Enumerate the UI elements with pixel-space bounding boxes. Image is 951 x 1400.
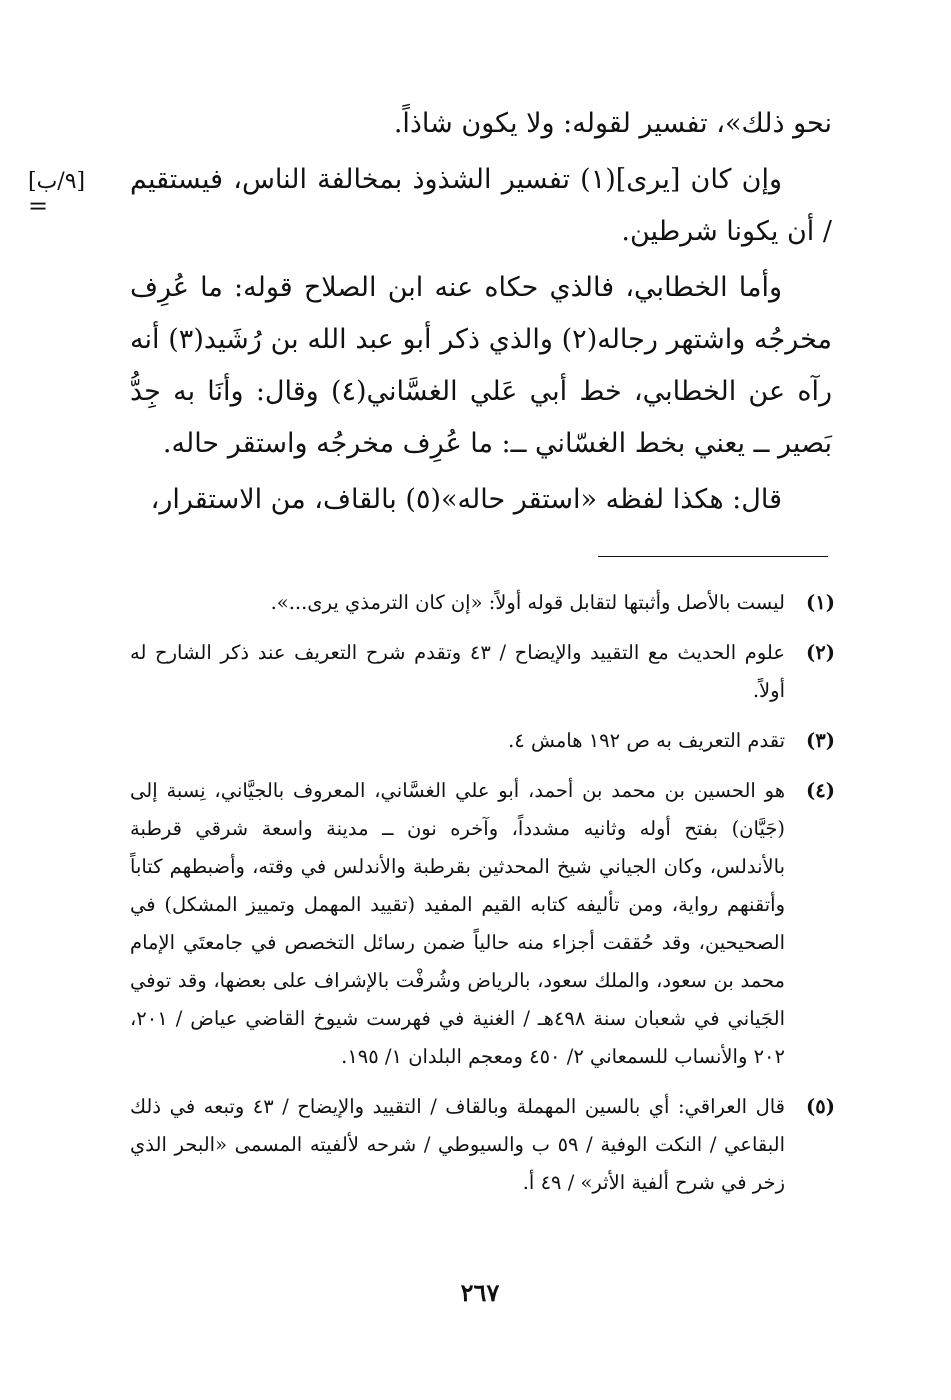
paragraph-condition: وإن كان [يرى](١) تفسير الشذوذ بمخالفة الناس، فيستقيم / أن يكونا شرطين. (130, 164, 832, 247)
footnote-item (130, 584, 835, 622)
footnote-separator (598, 556, 828, 557)
paragraph-wording: قال: هكذا لفظه «استقر حاله»(٥) بالقاف، من الاستقرار، (150, 484, 782, 515)
footnote-text: هو الحسين بن محمد بن أحمد، أبو علي الغسَّاني، المعروف بالجيَّاني، نِسبة إلى (جَيَّان) بفتح أوله وثانيه مشدداً، وآخره نون ــ مدينة واسعة شرقي قرطبة بالأندلس، وكان الجياني شيخ المحدثين بقرطبة والأندلس في وقته، وأضبطهم كتاباً وأتقنهم رواية، ومن تأليفه كتابه القيم المفيد (تقييد المهمل وتمييز المشكل) في الصحيحين، وقد حُققت أجزاء منه حالياً ضمن رسائل التخصص في جامعتَي الإمام محمد بن سعود، والملك سعود، بالرياض وشُرفْت بالإشراف على بعضها، وقد توفي الجَياني في شعبان سنة ٤٩٨هـ / الغنية في فهرست شيوخ القاضي عياض / ٢٠١، ٢٠٢ والأنساب للسمعاني ٢/ ٤٥٠ ومعجم البلدان ١/ ١٩٥. (130, 779, 785, 1068)
footnote-text: قال العراقي: أي بالسين المهملة وبالقاف / التقييد والإيضاح / ٤٣ وتبعه في ذلك البقاعي / النكت الوفية / ٥٩ ب والسيوطي / شرحه لألفيته المسمى «البحر الذي زخر في شرح ألفية الأثر» / ٤٩ أ. (130, 1095, 785, 1194)
footnote-text: ليست بالأصل وأثبتها لتقابل قوله أولاً: «إن كان الترمذي يرى...». (270, 591, 785, 614)
footnote-item (130, 1088, 835, 1202)
main-text-body (130, 98, 832, 530)
footnote-number: (٥) (806, 1095, 835, 1118)
footnote-number: (٢) (806, 641, 835, 664)
page-number: ٢٦٧ (460, 1278, 500, 1307)
footnote-number: (٣) (806, 729, 835, 752)
footnote-item (130, 722, 835, 760)
footnote-text: علوم الحديث مع التقييد والإيضاح / ٤٣ وتقدم شرح التعريف عند ذكر الشارح له أولاً. (130, 641, 785, 702)
footnote-item (130, 772, 835, 1076)
footnotes-section (130, 584, 835, 1214)
paragraph-continuation: نحو ذلك»، تفسير لقوله: ولا يكون شاذاً. (393, 108, 832, 139)
footnote-number: (١) (806, 591, 835, 614)
manuscript-folio-note (28, 168, 118, 220)
footnote-item (130, 634, 835, 710)
paragraph-khattabi: وأما الخطابي، فالذي حكاه عنه ابن الصلاح قوله: ما عُرِف مخرجُه واشتهر رجاله(٢) والذي ذكر أبو عبد الله بن رُشَيد(٣) أنه رآه عن الخطابي، خط أبي عَلي الغسَّاني(٤) وقال: وأنَا به جِدُّ بَصير ــ يعني بخط الغسّاني ــ: ما عُرِف مخرجُه واستقر حاله. (130, 272, 833, 459)
folio-reference: [٩/ب] (28, 169, 86, 194)
footnote-number: (٤) (806, 779, 835, 802)
folio-mark: = (28, 192, 49, 220)
footnote-text: تقدم التعريف به ص ١٩٢ هامش ٤. (508, 729, 785, 752)
